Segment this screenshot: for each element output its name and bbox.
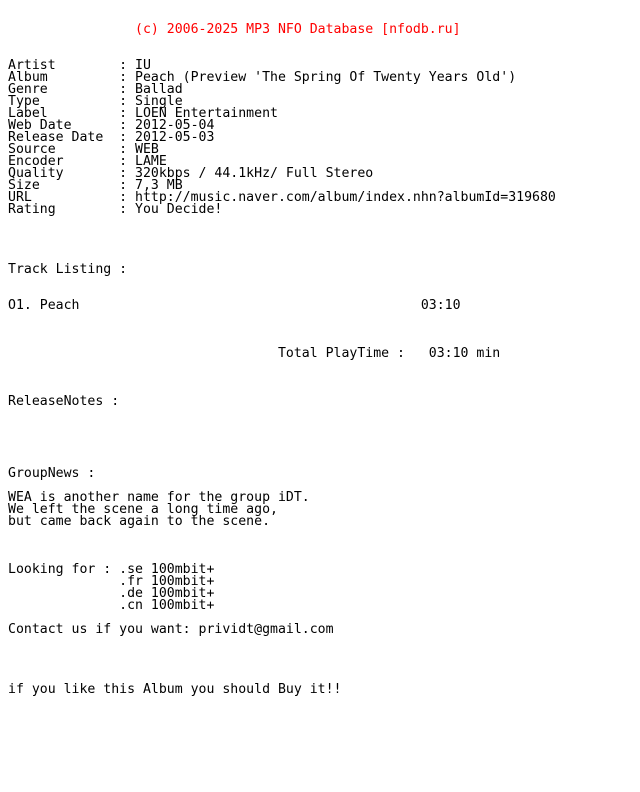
nfo-line: Encoder : LAME <box>8 154 167 169</box>
nfo-line: We left the scene a long time ago, <box>8 502 278 517</box>
nfo-line: Type : Single <box>8 94 183 109</box>
nfo-line: Quality : 320kbps / 44.1kHz/ Full Stereo <box>8 166 374 181</box>
nfo-line <box>8 324 556 336</box>
nfo-line: .fr 100mbit+ <box>8 574 215 589</box>
nfo-line: Label : LOEN Entertainment <box>8 106 278 121</box>
nfo-line: Source : WEB <box>8 142 159 157</box>
nfo-line <box>8 636 556 648</box>
nfo-line <box>8 228 556 240</box>
nfo-line: but came back again to the scene. <box>8 514 271 529</box>
nfo-line: Rating : You Decide! <box>8 202 223 217</box>
nfo-line <box>8 408 556 420</box>
nfo-line: GroupNews : <box>8 466 96 481</box>
nfo-line: Contact us if you want: prividt@gmail.com <box>8 622 334 637</box>
nfo-line <box>8 276 556 288</box>
nfo-line <box>8 540 556 552</box>
nfo-document <box>8 0 556 708</box>
nfo-line <box>8 216 556 228</box>
nfo-line: Artist : IU <box>8 58 151 73</box>
nfo-line <box>8 528 556 540</box>
nfo-line <box>8 420 556 432</box>
nfo-line: Looking for : .se 100mbit+ <box>8 562 215 577</box>
nfo-line: .cn 100mbit+ <box>8 598 215 613</box>
nfo-line: URL : http://music.naver.com/album/index.nhn?albumId=319680 <box>8 190 556 205</box>
nfo-line: WEA is another name for the group iDT. <box>8 490 310 505</box>
nfo-line <box>8 240 556 252</box>
nfo-line: Size : 7,3 MB <box>8 178 183 193</box>
nfo-line <box>8 444 556 456</box>
nfo-line <box>8 660 556 672</box>
nfo-line: O1. Peach 03:10 <box>8 298 461 313</box>
nfo-line: Album : Peach (Preview 'The Spring Of Twenty Years Old') <box>8 70 517 85</box>
nfo-line: .de 100mbit+ <box>8 586 215 601</box>
nfo-line <box>8 372 556 384</box>
nfo-line: if you like this Album you should Buy it!! <box>8 682 342 697</box>
nfo-line: Total PlayTime : 03:10 min <box>8 346 501 361</box>
site-banner: (c) 2006-2025 MP3 NFO Database [nfodb.ru] <box>8 22 461 37</box>
nfo-line <box>8 432 556 444</box>
nfo-line: Web Date : 2012-05-04 <box>8 118 215 133</box>
nfo-line <box>8 360 556 372</box>
nfo-line <box>8 648 556 660</box>
nfo-body <box>8 60 556 696</box>
nfo-line <box>8 312 556 324</box>
nfo-line: Track Listing : <box>8 262 128 277</box>
nfo-line: Release Date : 2012-05-03 <box>8 130 215 145</box>
nfo-line: Genre : Ballad <box>8 82 183 97</box>
nfo-line: ReleaseNotes : <box>8 394 120 409</box>
